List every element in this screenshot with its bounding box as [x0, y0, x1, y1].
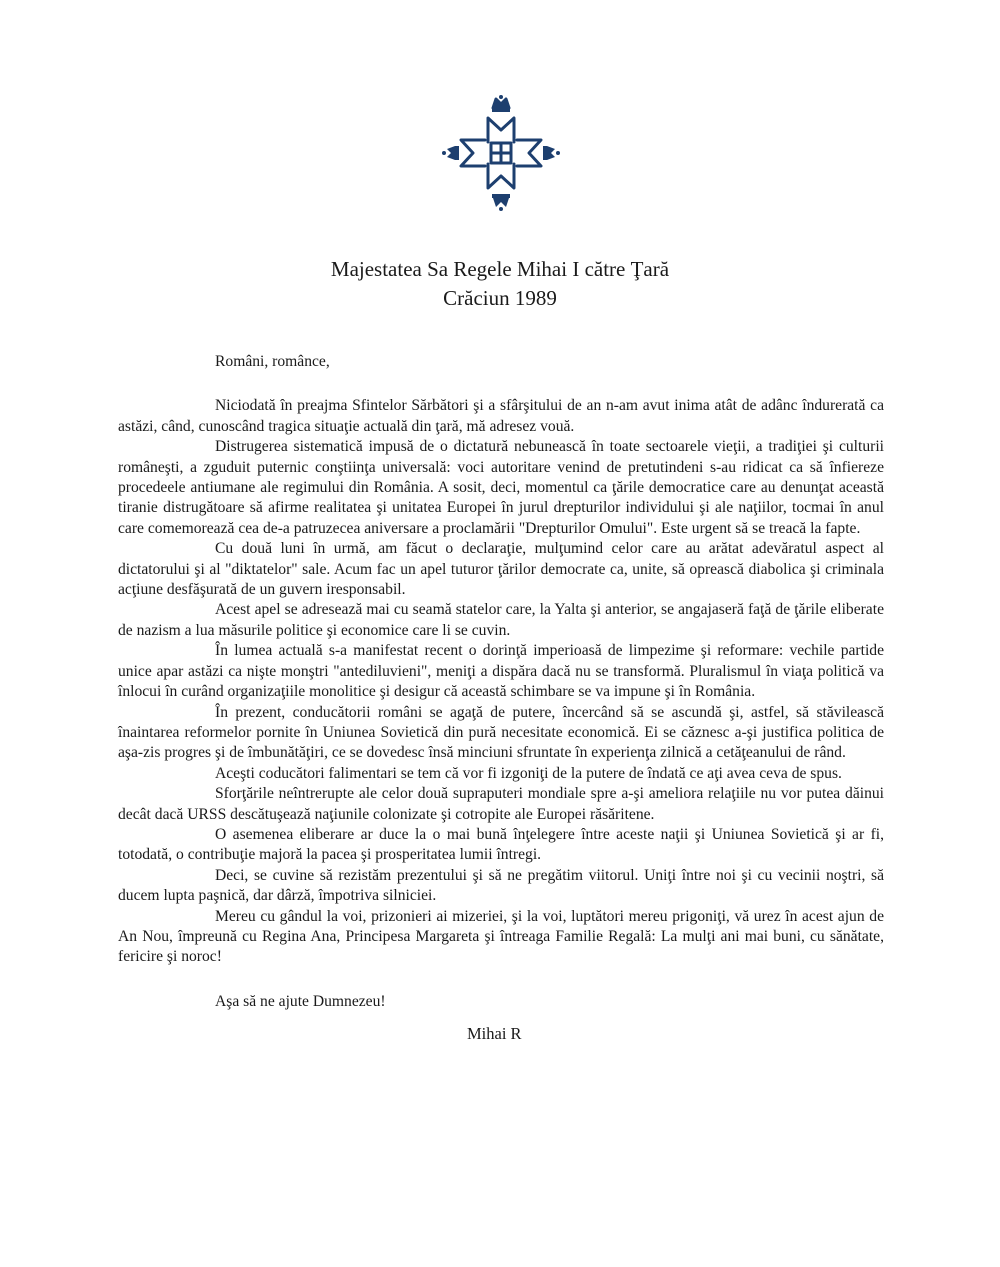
paragraph: O asemenea eliberare ar duce la o mai bună înţelegere între aceste naţii şi Uniunea Sovietică şi ar fi, totodată, o contribuţie majoră la pacea şi prosperitatea lumii întregi.: [118, 825, 884, 864]
paragraph: Deci, se cuvine să rezistăm prezentului şi să ne pregătim viitorul. Uniţi între noi şi cu vecinii noştri, să ducem lupta paşnică, dar dârză, împotriva silniciei.: [118, 866, 884, 905]
paragraph: Aceşti coducători falimentari se tem că vor fi izgoniţi de la putere de îndată ce aţi avea ceva de spus.: [215, 764, 842, 782]
page-title: Majestatea Sa Regele Mihai I către Ţară: [330, 257, 670, 281]
paragraph: Distrugerea sistematică impusă de o dictatură nebunească în toate sectoarele vieţii, a tradiţiei şi culturii româneşti, a zguduit puternic conştiinţa universală: voci autoritare venind de pretutindeni s-au ridicat ca să înfiereze procedeele antiumane ale regimului din România. A sosit, deci, momentul ca ţările democratice care au denunţat această tiranie distrugătoare să afirme realitatea şi unitatea Europei în jurul drepturilor individului şi ale naţiilor, tocmai în anul care comemorează cea de-a patruzecea aniversare a proclamării "Drepturilor Omului". Este urgent să se treacă la fapte.: [118, 438, 884, 537]
salutation: Români, românce,: [215, 353, 330, 370]
paragraph: Sforţările neîntrerupte ale celor două supraputeri mondiale spre a-şi ameliora relaţiile nu vor putea dăinui decât dacă URSS descătuşează naţiunile colonizate şi cotropite ale Europei răsăritene.: [118, 785, 884, 823]
paragraph: Niciodată în preajma Sfintelor Sărbători şi a sfârşitului de an n-am avut inima atât de adânc îndurerată ca astăzi, când, cunoscând tragica situaţie actuală din ţară, mă adresez vouă.: [118, 397, 884, 435]
signature: Mihai R: [467, 1024, 522, 1044]
page-subtitle: Crăciun 1989: [443, 286, 557, 310]
paragraph: În prezent, conducătorii români se agaţă de putere, încercând să se ascundă şi, astfel, să stăvilească înaintarea reformelor pornite în Uniunea Sovietică din pură necesitate economică. Ei se căznesc a-şi justifica politica de aşa-zis progres şi de îmbunătăţiri, ce se dovedesc însă minciuni sfruntate în experienţa zilnică a cetăţeanului de rând.: [118, 703, 884, 762]
royal-monogram-cross-icon: [441, 94, 561, 212]
title-block: [0, 255, 1000, 313]
paragraph: Mereu cu gândul la voi, prizonieri ai mizeriei, şi la voi, luptători mereu prigoniţi, vă urez în acest ajun de An Nou, împreună cu Regina Ana, Principesa Margareta şi întreaga Familie Regală: La mulţi ani mai buni, cu sănătate, fericire şi noroc!: [118, 907, 884, 966]
paragraph: Acest apel se adresează mai cu seamă statelor care, la Yalta şi anterior, se angajaseră faţă de ţările eliberate de nazism a lua măsurile politice şi economice care li se cuvin.: [118, 601, 884, 639]
closing-line: Aşa să ne ajute Dumnezeu!: [215, 992, 386, 1010]
paragraph: Cu două luni în urmă, am făcut o declaraţie, mulţumind celor care au arătat adevăratul aspect al dictatorului şi al "diktatelor" sale. Acum fac un apel tuturor ţărilor democrate ca, unite, să oprească diabolica şi criminala acţiune desfăşurată de un guvern iresponsabil.: [118, 540, 884, 599]
letter-body: [118, 352, 884, 1045]
paragraph: În lumea actuală s-a manifestat recent o dorinţă imperioasă de limpezime şi reformare: vechile partide unice apar astăzi ca nişte monştri "antediluvieni", meniţi a dispăra dacă nu se transformă. Pluralismul în viaţa politică va înlocui în curând organizaţiile monolitice şi desigur că această schimbare se va impune şi în România.: [118, 642, 884, 701]
